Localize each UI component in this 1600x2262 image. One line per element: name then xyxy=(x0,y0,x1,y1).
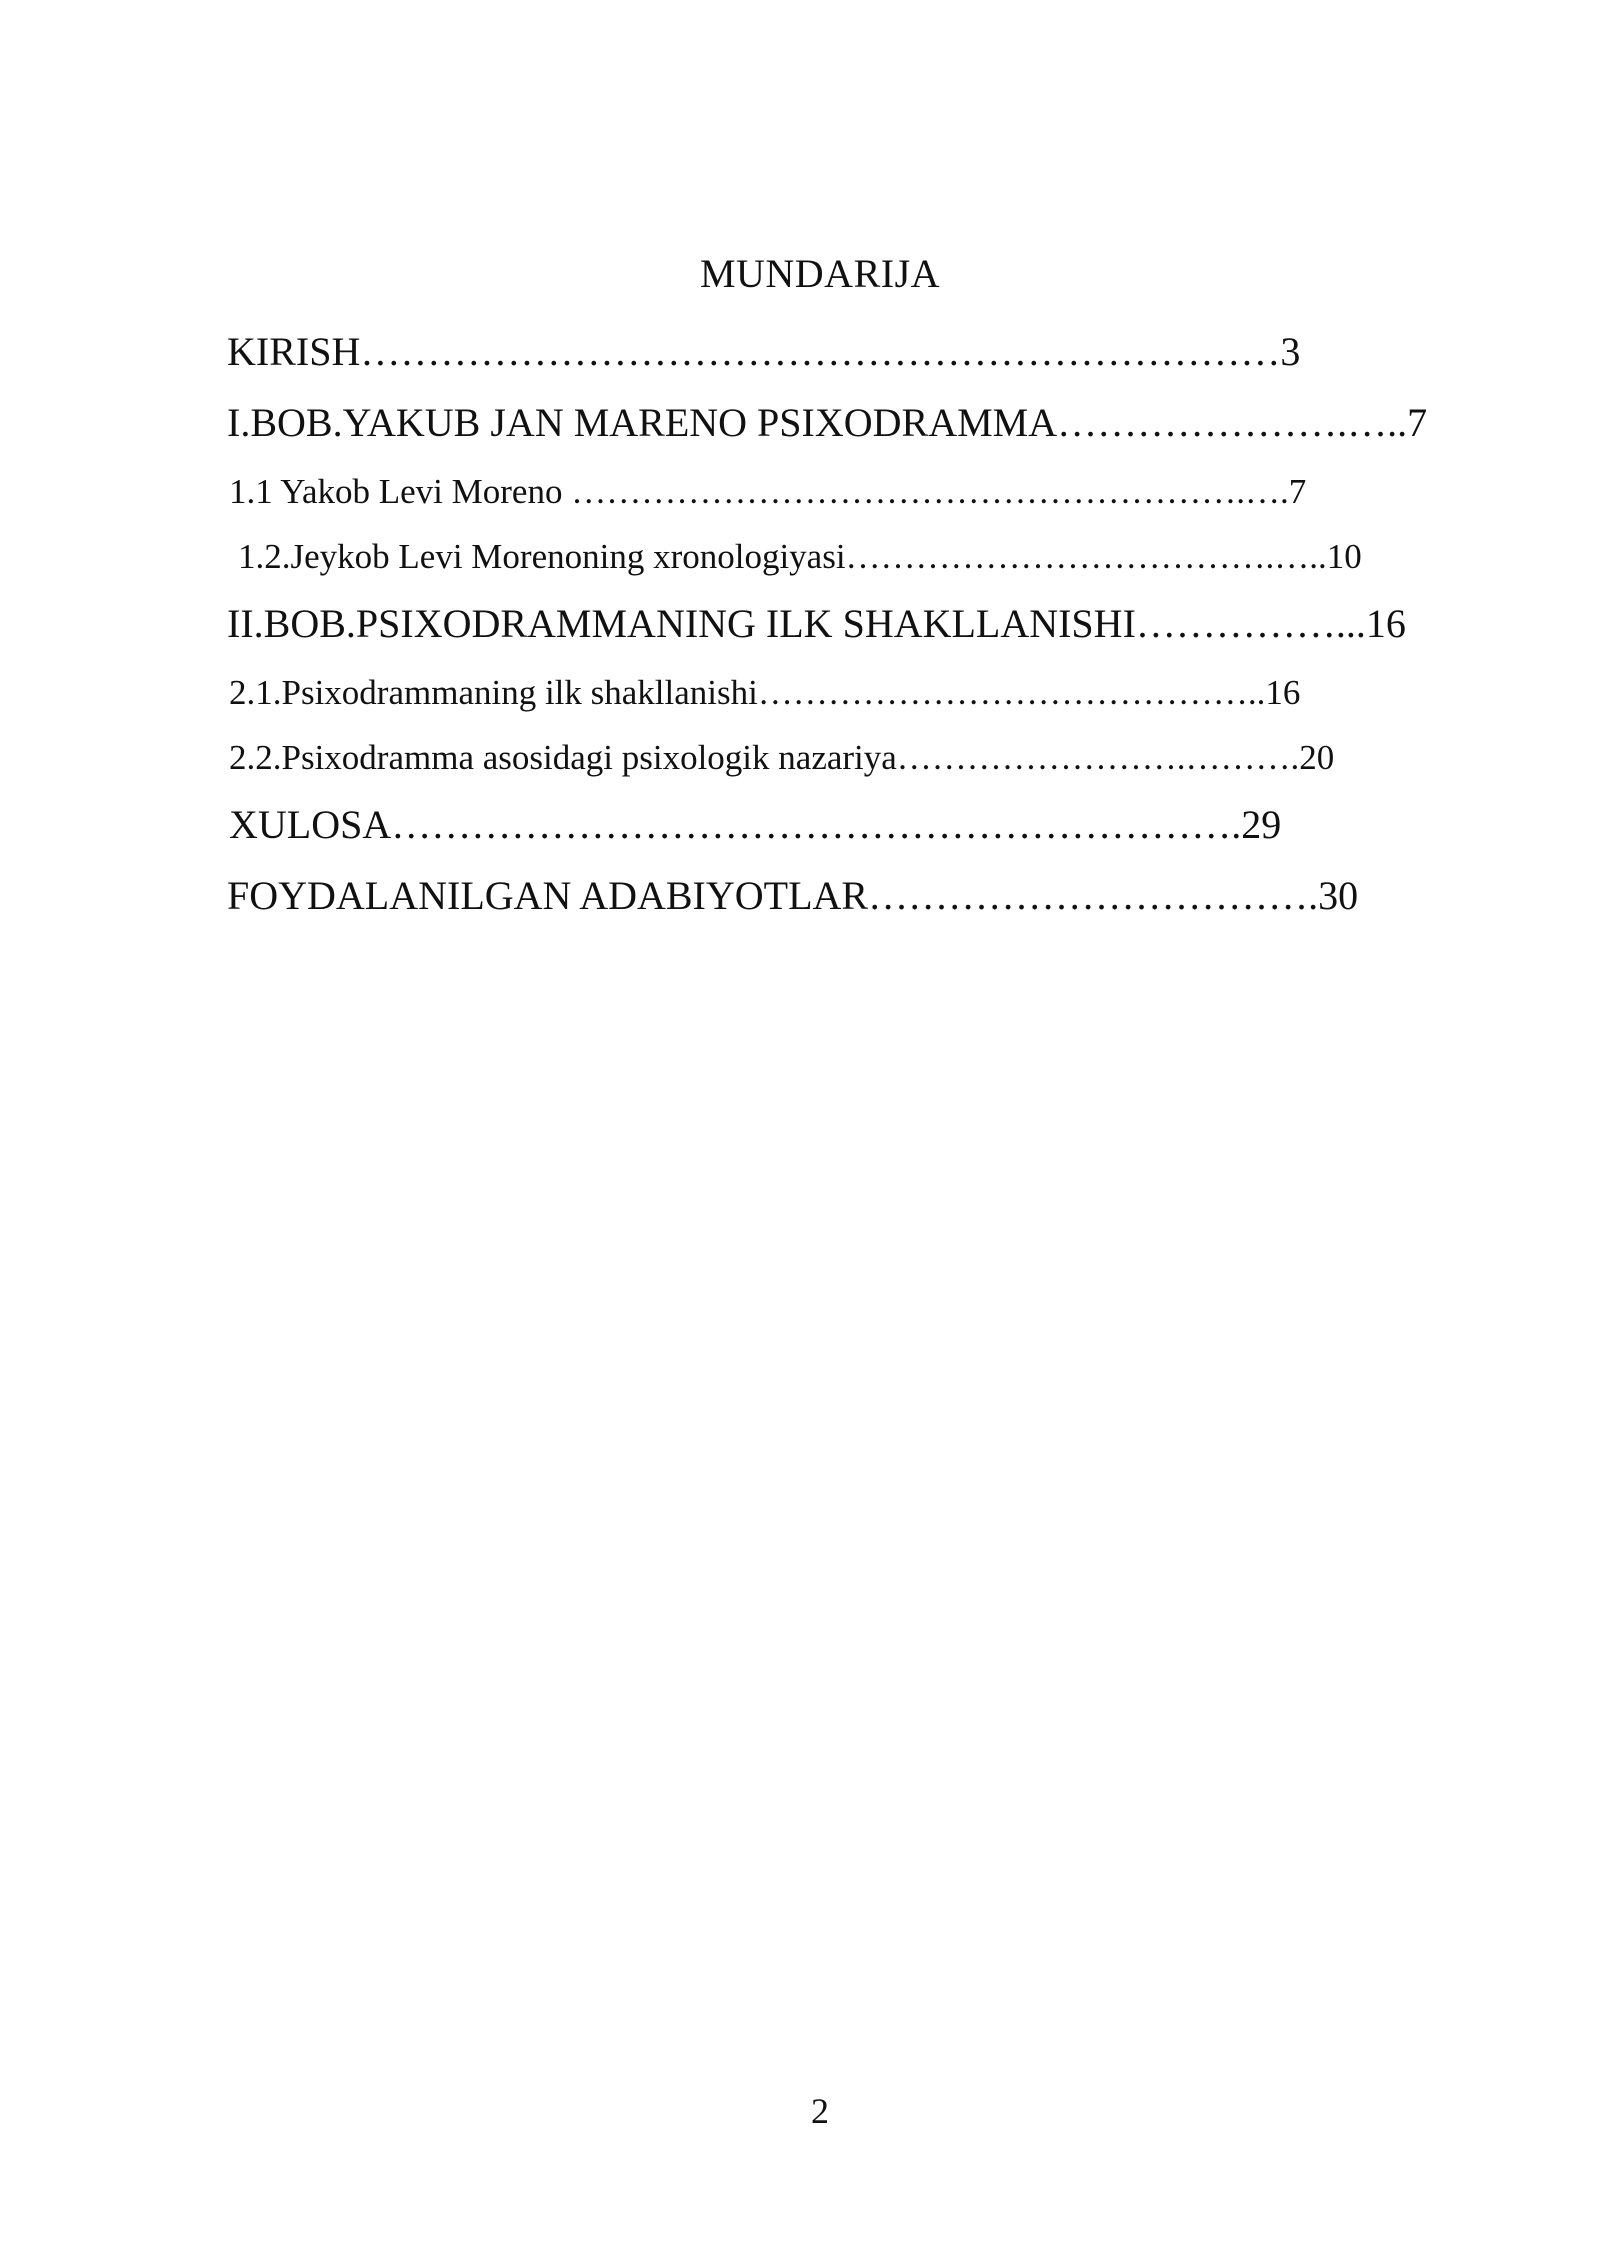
toc-entry-section-1-2: 1.2.Jeykob Levi Morenoning xronologiyasi……………………………….…..10 xyxy=(238,537,1362,576)
toc-entry-xulosa: XULOSA……………………………………………………….29 xyxy=(229,802,1282,847)
toc-entry-references: FOYDALANILGAN ADABIYOTLAR…………………………….30 xyxy=(227,873,1359,918)
toc-entry-chapter-1: I.BOB.YAKUB JAN MARENO PSIXODRAMMA………………….…..7 xyxy=(227,400,1428,445)
toc-title: MUNDARIJA xyxy=(699,251,941,296)
toc-entry-section-2-1: 2.1.Psixodrammaning ilk shakllanishi……………………………………..16 xyxy=(229,673,1301,712)
toc-entry-kirish: KIRISH……………………………………………………………3 xyxy=(227,329,1301,374)
toc-entry-section-2-2: 2.2.Psixodramma asosidagi psixologik nazariya…………………….……….20 xyxy=(229,738,1335,777)
toc-entry-chapter-2: II.BOB.PSIXODRAMMANING ILK SHAKLLANISHI……………...16 xyxy=(227,601,1406,646)
page-number: 2 xyxy=(811,2091,829,2131)
toc-entry-section-1-1: 1.1 Yakob Levi Moreno ………………………………………………….….7 xyxy=(229,472,1307,511)
